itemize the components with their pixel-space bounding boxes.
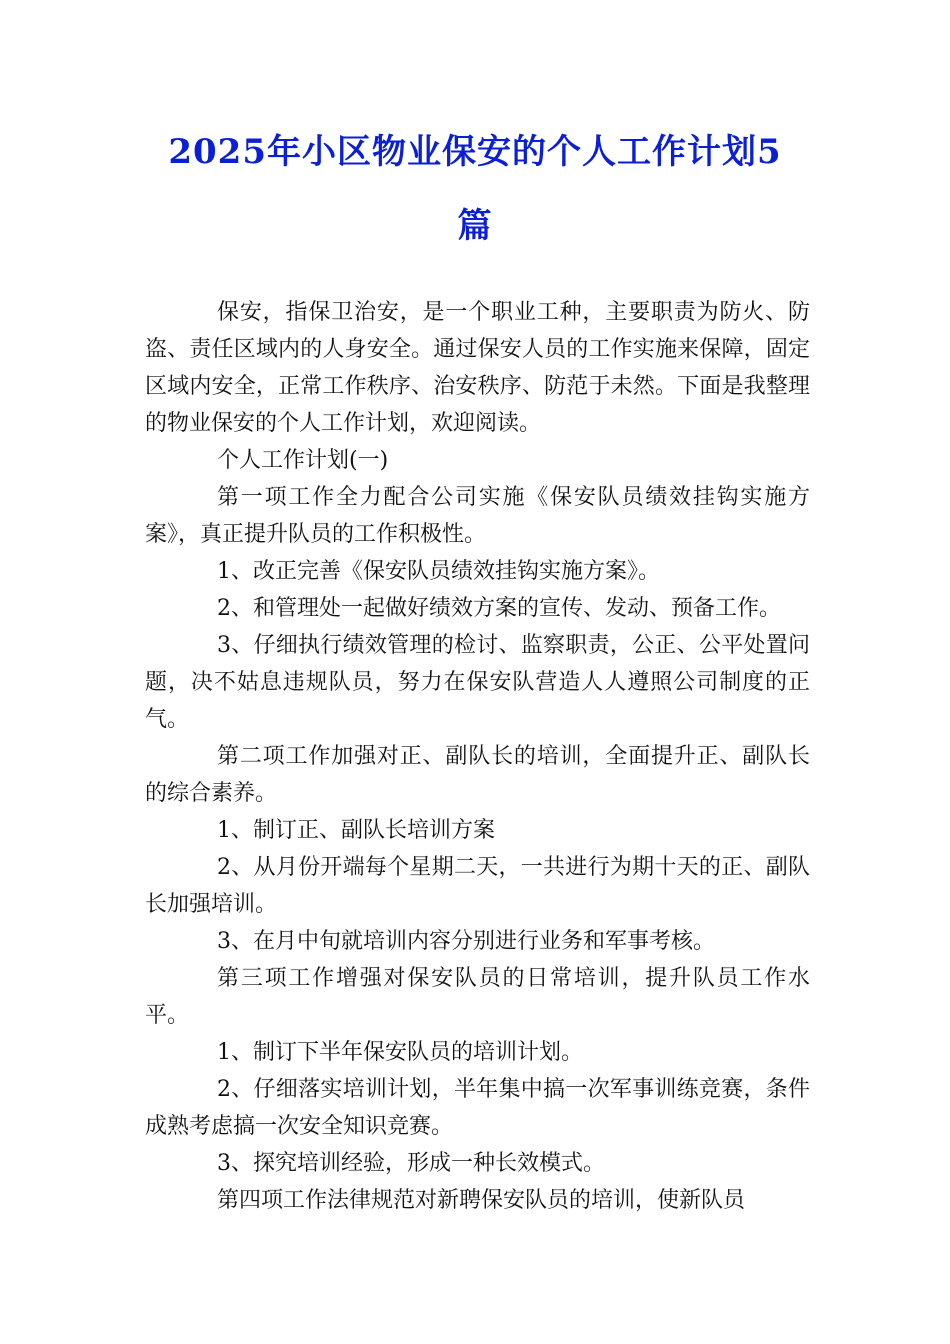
document-title-line-1: 2025年小区物业保安的个人工作计划5	[168, 132, 782, 172]
list-item: 3、仔细执行绩效管理的检讨、监察职责，公正、公平处置问题，决不姑息违规队员，努力在保安队营造人人遵照公司制度的正气。	[145, 633, 810, 732]
list-item: 2、从月份开端每个星期二天，一共进行为期十天的正、副队长加强培训。	[145, 855, 810, 917]
document-title-line-2: 篇	[457, 206, 493, 246]
section-heading-plan-1: 个人工作计划(一)	[217, 448, 389, 473]
intro-paragraph: 保安，指保卫治安，是一个职业工种，主要职责为防火、防盗、责任区域内的人身安全。通过保安人员的工作实施来保障，固定区域内安全，正常工作秩序、治安秩序、防范于未然。下面是我整理的物业保安的个人工作计划，欢迎阅读。	[145, 300, 810, 436]
list-item: 1、制订正、副队长培训方案	[217, 818, 495, 843]
document-body	[145, 294, 810, 1219]
list-item: 1、制订下半年保安队员的培训计划。	[217, 1040, 583, 1065]
list-item: 2、和管理处一起做好绩效方案的宣传、发动、预备工作。	[217, 596, 781, 621]
body-paragraph: 第二项工作加强对正、副队长的培训，全面提升正、副队长的综合素养。	[145, 744, 810, 806]
list-item: 3、在月中旬就培训内容分别进行业务和军事考核。	[217, 929, 715, 954]
body-paragraph: 第三项工作增强对保安队员的日常培训，提升队员工作水平。	[145, 966, 810, 1028]
body-paragraph: 第一项工作全力配合公司实施《保安队员绩效挂钩实施方案》，真正提升队员的工作积极性。	[145, 485, 810, 547]
body-paragraph: 第四项工作法律规范对新聘保安队员的培训，使新队员	[217, 1188, 746, 1213]
list-item: 3、探究培训经验，形成一种长效模式。	[217, 1151, 605, 1176]
list-item: 1、改正完善《保安队员绩效挂钩实施方案》。	[217, 559, 660, 584]
list-item: 2、仔细落实培训计划，半年集中搞一次军事训练竞赛，条件成熟考虑搞一次安全知识竞赛。	[145, 1077, 810, 1139]
